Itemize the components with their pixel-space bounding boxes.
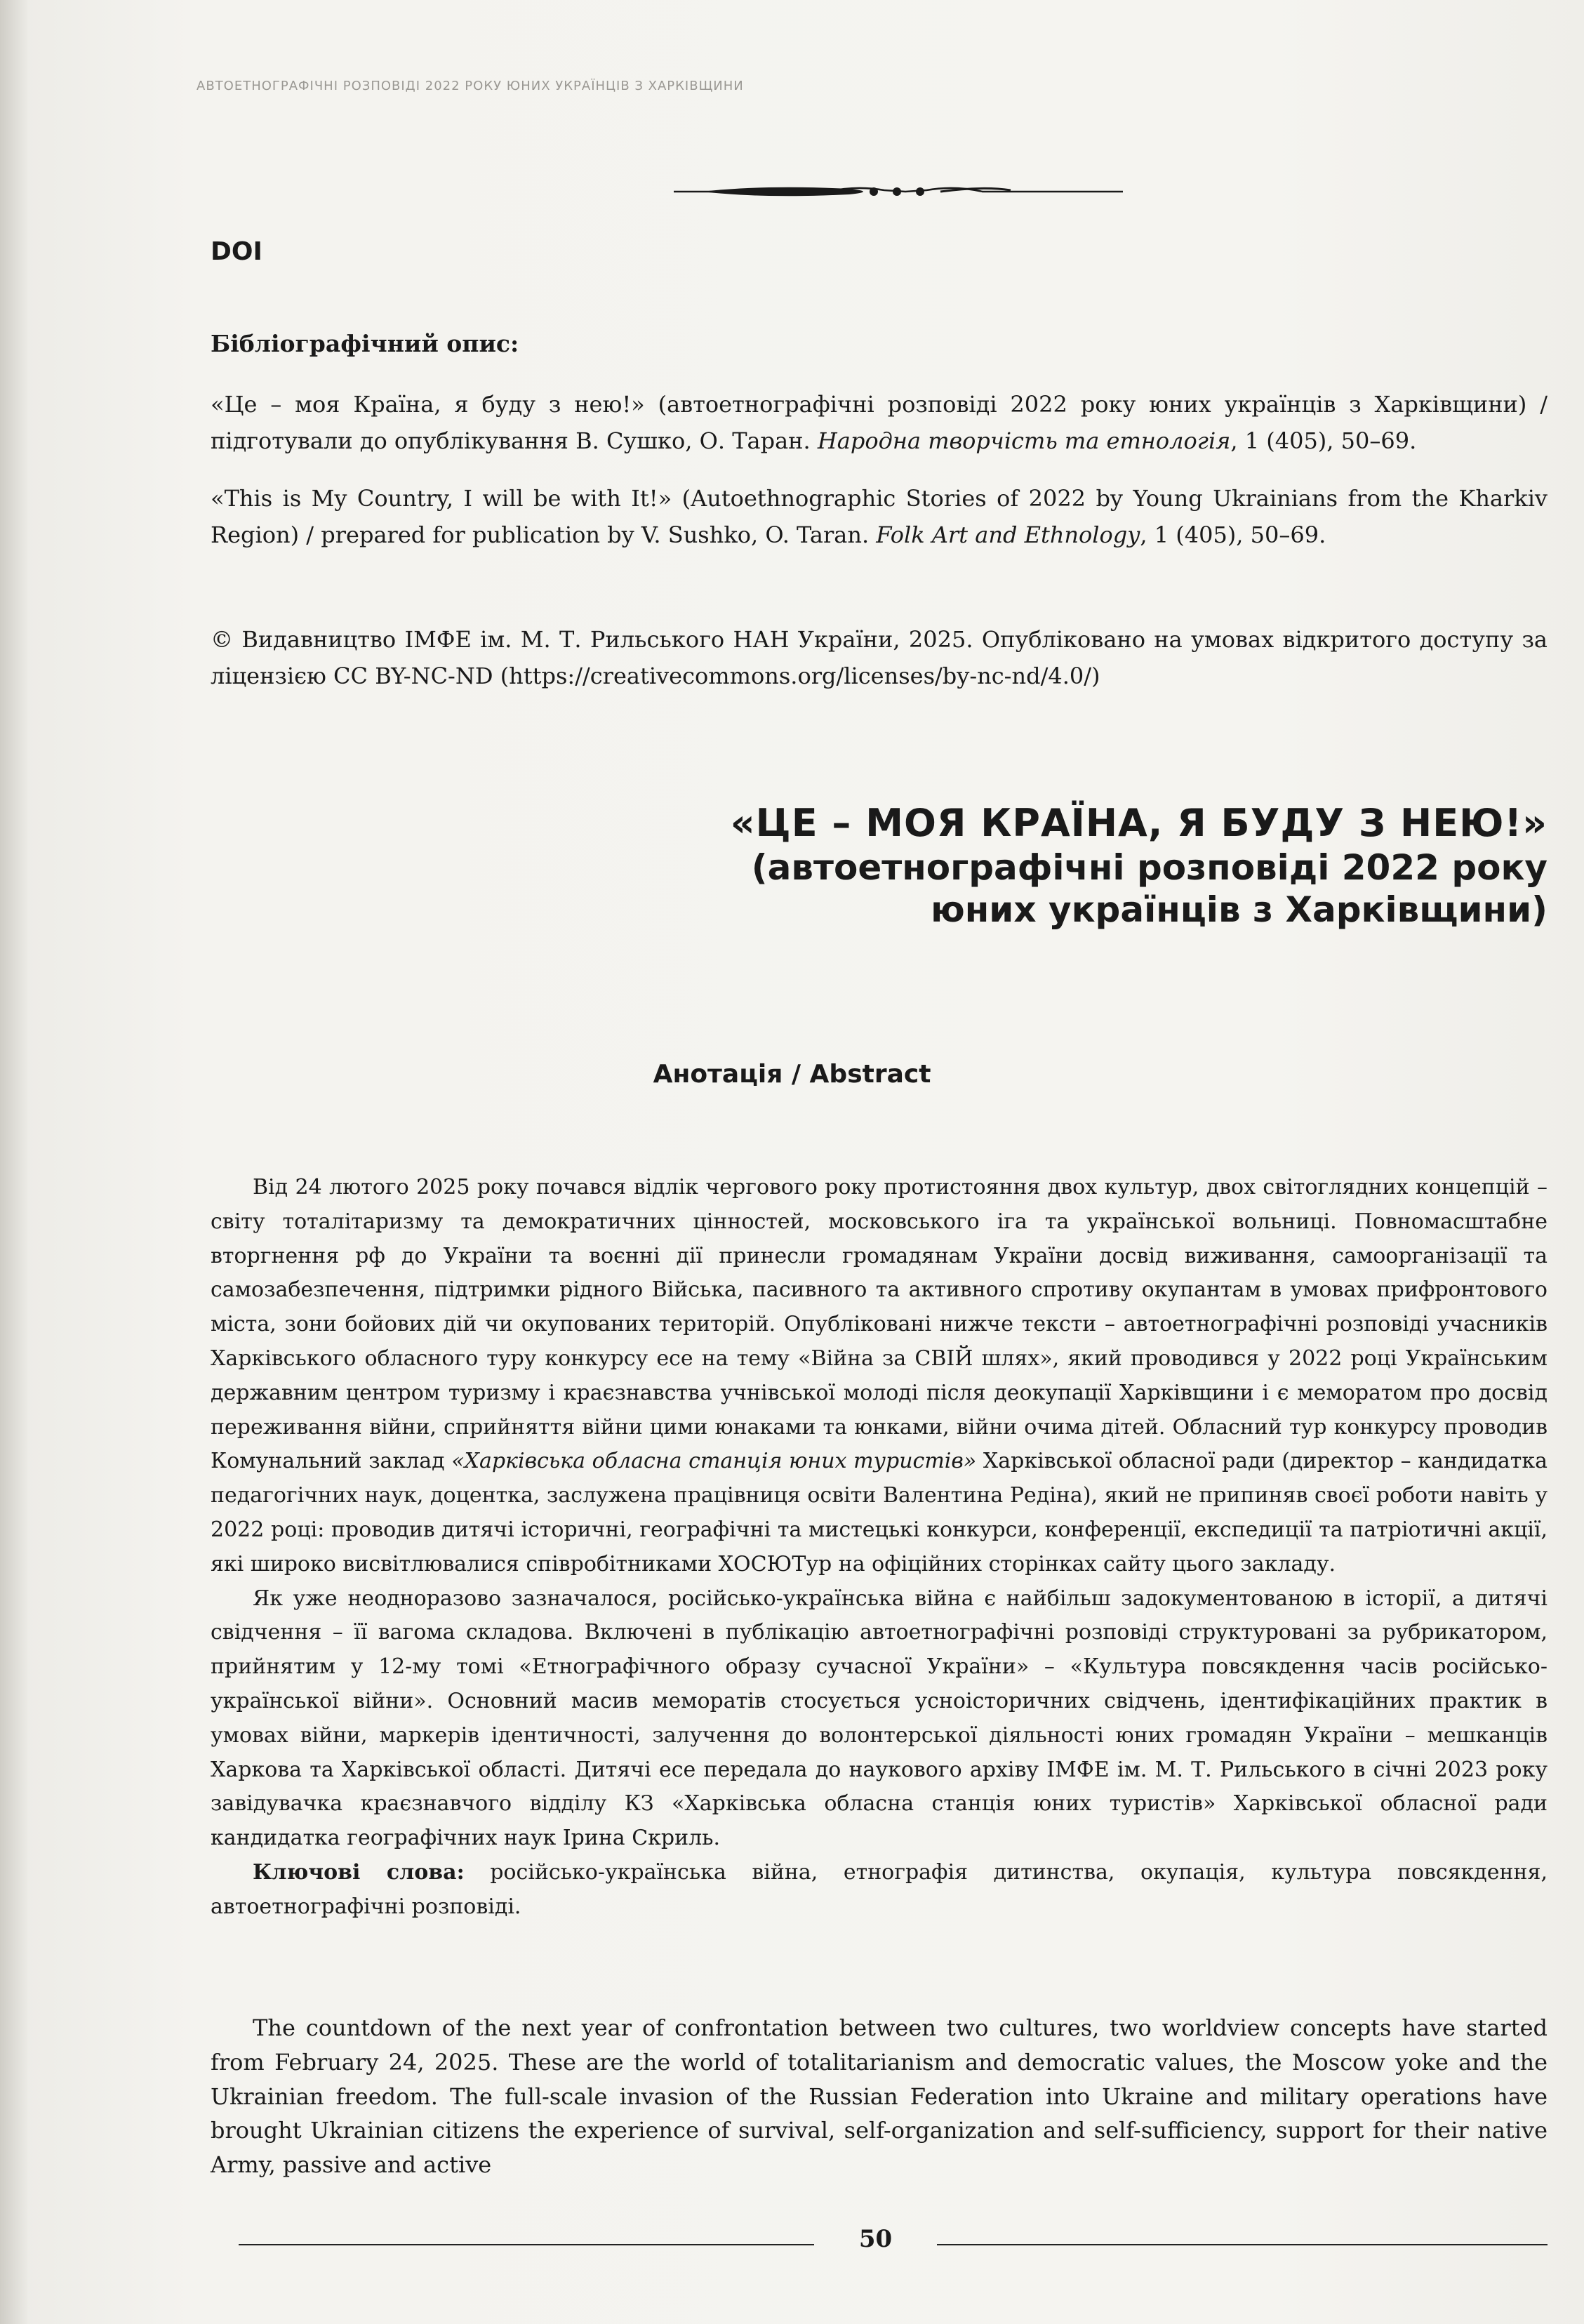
title-line-1: «ЦЕ – МОЯ КРАЇНА, Я БУДУ З НЕЮ!» xyxy=(730,801,1548,845)
title-line-2: (автоетнографічні розповіді 2022 року xyxy=(751,847,1548,888)
citation-english: «This is My Country, I will be with It!» (Autoethnographic Stories of 2022 by Young Ukrainians from the Kharkiv Region) / prepared for publication by V. Sushko, O. Taran. Folk Art and Ethnology, 1 (405), 50–69. xyxy=(211,485,1548,548)
citation-ukrainian: «Це – моя Країна, я буду з нею!» (автоетнографічні розповіді 2022 року юних українців з Харківщини) / підготували до опублікування В. Сушко, О. Таран. Народна творчість та етнологія, 1 (405), 50–69. xyxy=(211,391,1548,454)
page-spine-shadow xyxy=(0,0,28,2324)
keywords-label: Ключові слова: xyxy=(253,1859,465,1885)
journal-name-en: Folk Art and Ethnology xyxy=(876,522,1140,548)
abstract-heading: Анотація / Abstract xyxy=(653,1060,931,1089)
journal-name-ua: Народна творчість та етнологія xyxy=(817,427,1231,454)
bibliography-heading: Бібліографічний опис: xyxy=(211,330,519,357)
abstract-ua-paragraph-2: Як уже неодноразово зазначалося, російсько-українська війна є найбільш задокументованою в історії, а дитячі свідчення – її вагома складова. Включені в публікацію автоетнографічні розповіді структуровані за рубрикатором, прийнятим у 12-му томі «Етнографічного образу сучасної України» – «Культура повсякдення часів російсько-української війни». Основний масив меморатів стосується усноісторичних свідчень, ідентифікаційних практик в умовах війни, маркерів ідентичності, залучення до волонтерської діяльності юних громадян України – мешканців Харкова та Харківської області. Дитячі есе передала до наукового архіву ІМФЕ ім. М. Т. Рильського в січні 2023 року завідувачка краєзнавчого відділу КЗ «Харківська обласна станція юних туристів» Харківської обласної ради кандидатка географічних наук Ірина Скриль. xyxy=(211,1586,1548,1851)
license-notice: © Видавництво ІМФЕ ім. М. Т. Рильського НАН України, 2025. Опубліковано на умовах відкритого доступу за ліцензією CC BY-NC-ND (https://creativecommons.org/licenses/by-nc-nd/4.0/) xyxy=(211,626,1548,689)
page-number: 50 xyxy=(858,2225,893,2253)
title-line-3: юних українців з Харківщини) xyxy=(931,889,1548,930)
article-title xyxy=(565,800,1548,931)
abstract-en-paragraph-1: The countdown of the next year of confrontation between two cultures, two worldview concepts have started from February 24, 2025. These are the world of totalitarianism and democratic values, the Moscow yoke and the Ukrainian freedom. The full-scale invasion of the Russian Federation into Ukraine and military operations have brought Ukrainian citizens the experience of survival, self-organization and self-sufficiency, support for their native Army, passive and active xyxy=(211,2014,1548,2179)
abstract-english xyxy=(211,2011,1548,2182)
running-head: АВТОЕТНОГРАФІЧНІ РОЗПОВІДІ 2022 РОКУ ЮНИХ УКРАЇНЦІВ З ХАРКІВЩИНИ xyxy=(197,79,744,93)
abstract-ua-paragraph-1: Від 24 лютого 2025 року почався відлік чергового року протистояння двох культур, двох світоглядних концепцій – світу тоталітаризму та демократичних цінностей, московського іга та української вольниці. Повномасштабне вторгнення рф до України та воєнні дії принесли громадянам України досвід виживання, самоорганізації та самозабезпечення, підтримки рідного Війська, пасивного та активного спротиву окупантам в умовах прифронтового міста, зони бойових дій чи окупованих територій. Опубліковані нижче тексти – автоетнографічні розповіді учасників Харківського обласного туру конкурсу есе на тему «Війна за СВІЙ шлях», який проводився у 2022 році Українським державним центром туризму і краєзнавства учнівської молоді після деокупації Харківщини і є меморатом про досвід переживання війни, сприйняття війни цими юнаками та юнками, війни очима дітей. Обласний тур конкурсу проводив Комунальний заклад «Харківська обласна станція юних туристів» Харківської обласної ради (директор – кандидатка педагогічних наук, доцентка, заслужена працівниця освіти Валентина Редіна), який не припиняв своєї роботи навіть у 2022 році: проводив дитячі історичні, географічні та мистецькі конкурси, конференції, експедиції та патріотичні акції, які широко висвітлювалися співробітниками ХОСЮТур на офіційних сторінках сайту цього закладу. xyxy=(211,1175,1548,1576)
keywords: Ключові слова: російсько-українська війна, етнографія дитинства, окупація, культура повсякдення, автоетнографічні розповіді. xyxy=(211,1859,1548,1919)
footer-rule-right xyxy=(937,2244,1548,2245)
abstract-ukrainian xyxy=(211,1171,1548,1925)
footer-rule-left xyxy=(239,2244,814,2245)
ornament-divider-icon xyxy=(674,177,1123,206)
doi-label: DOI xyxy=(211,237,262,266)
